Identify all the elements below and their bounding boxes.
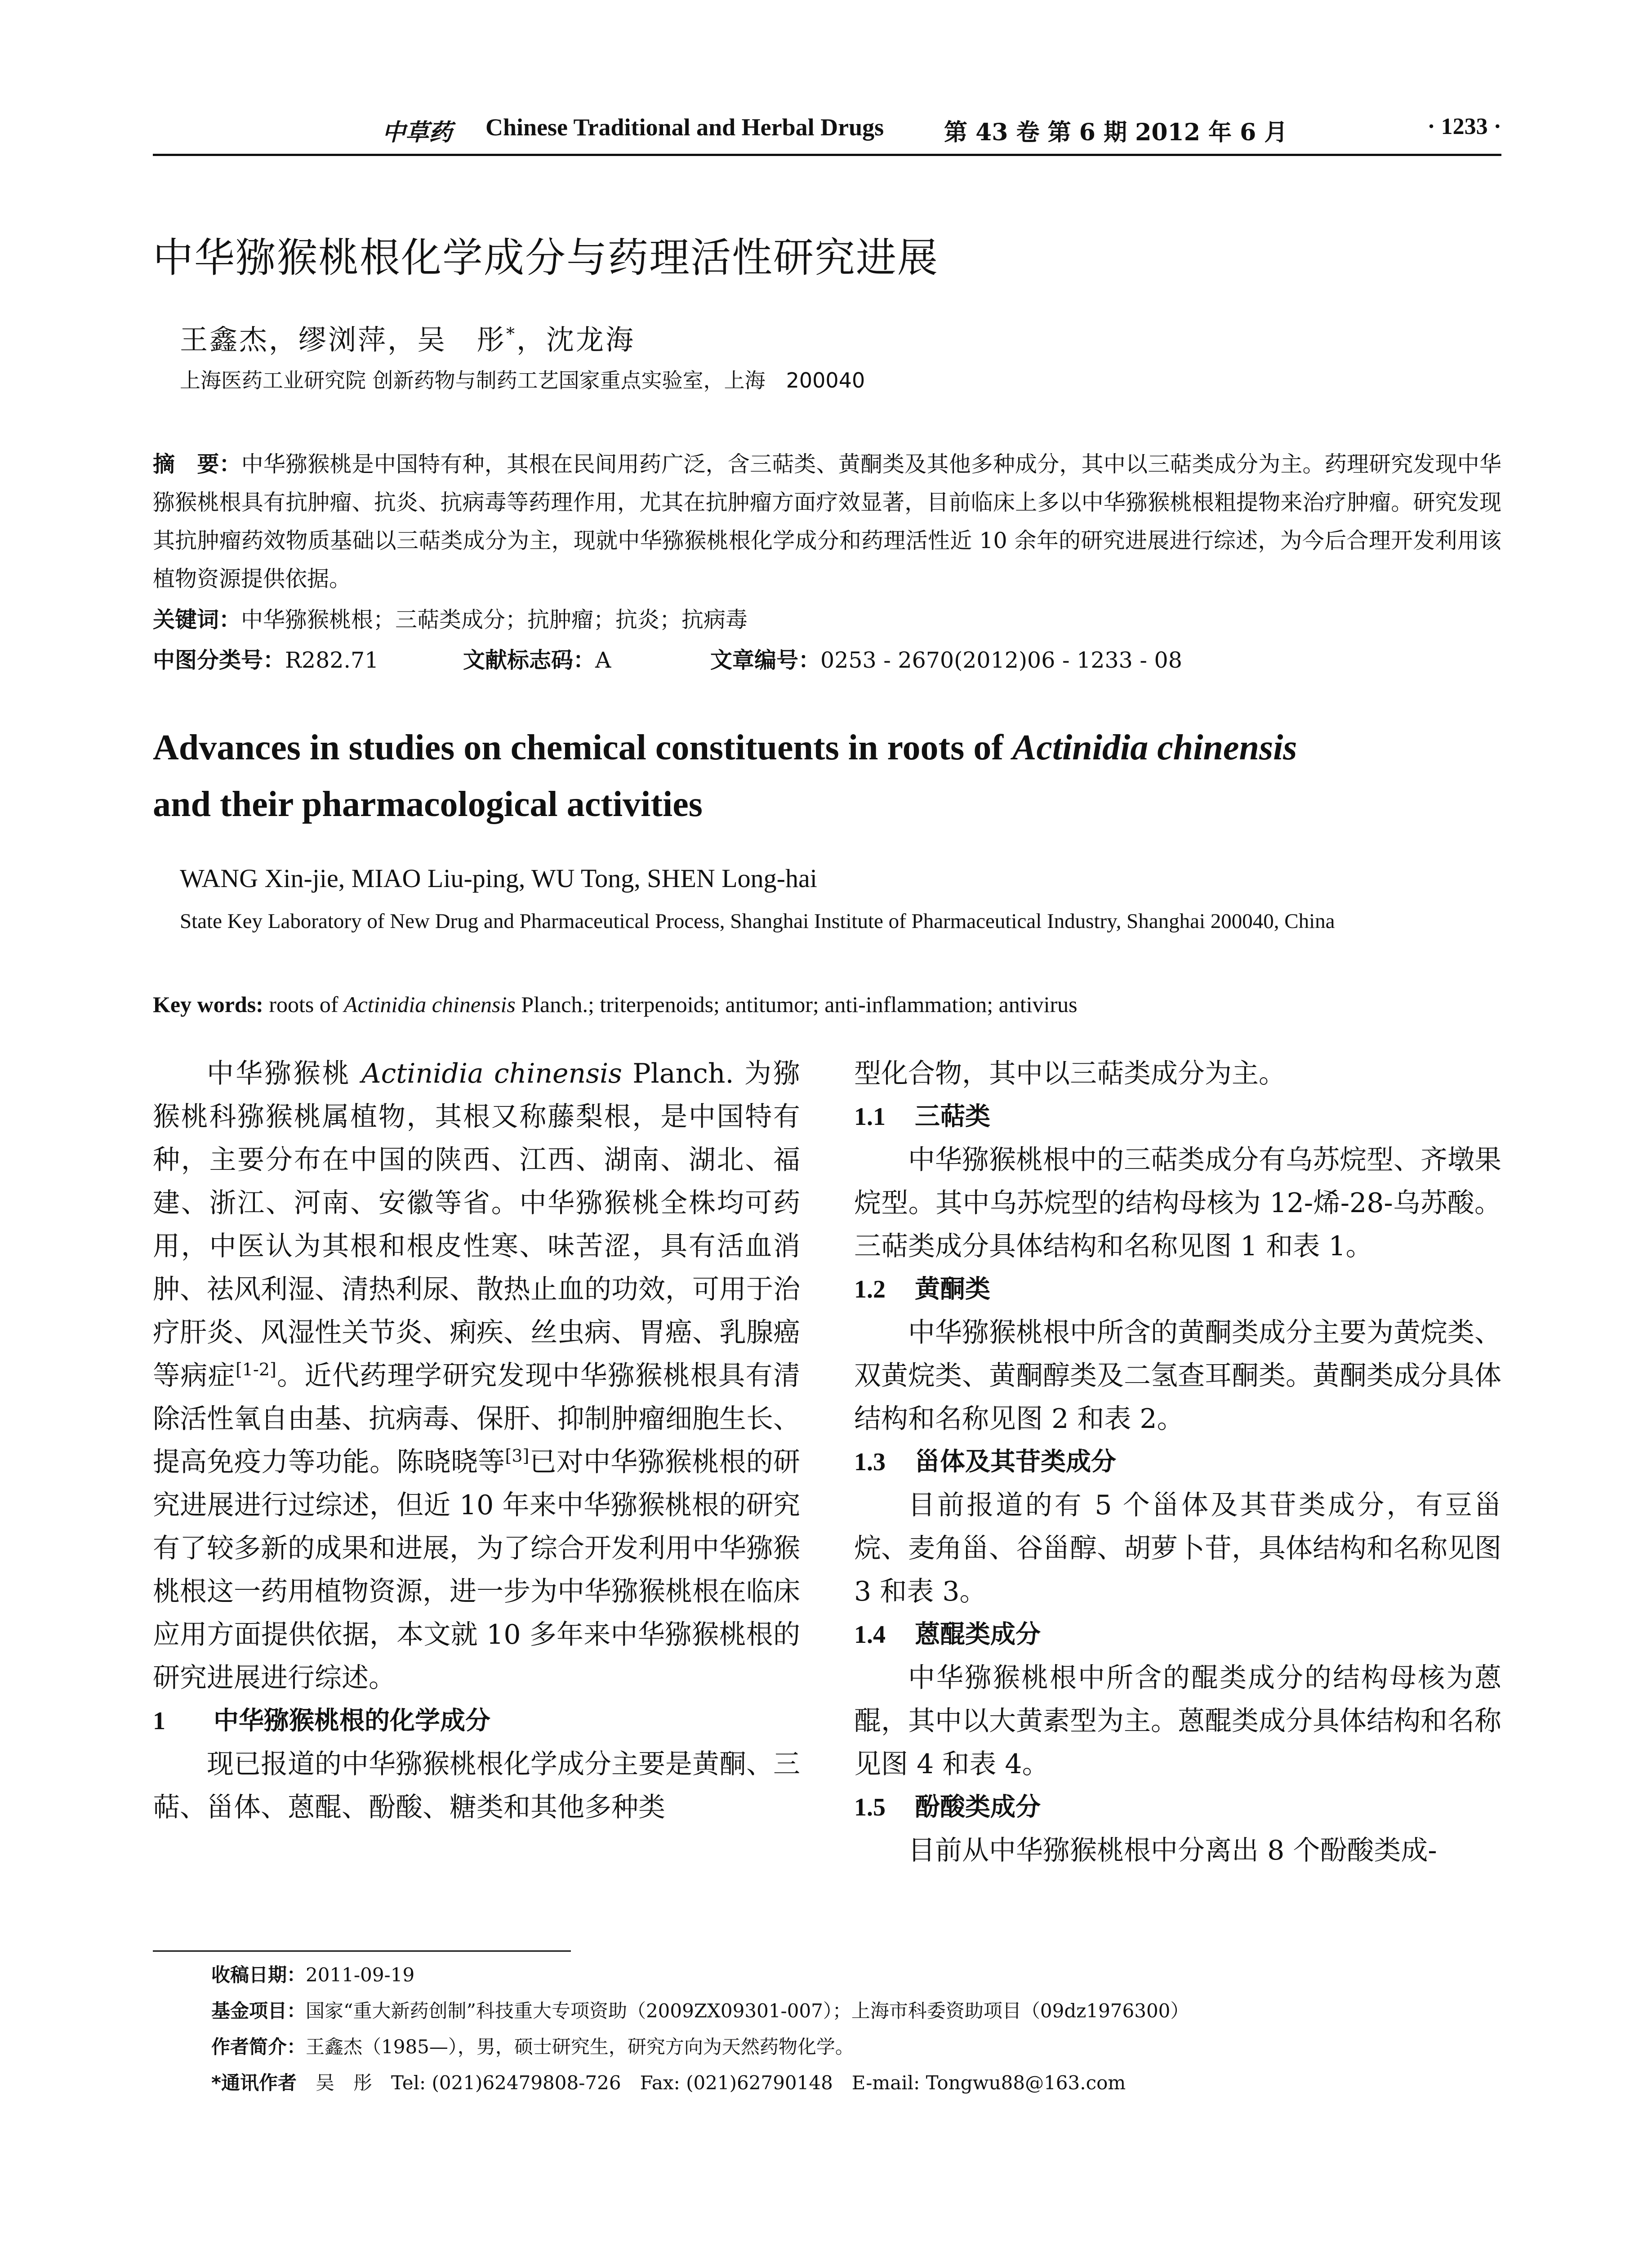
- subsection-1-2-text: 中华猕猴桃根中所含的黄酮类成分主要为黄烷类、双黄烷类、黄酮醇类及二氢查耳酮类。黄酮类成分具体结构和名称见图 2 和表 2。: [854, 1317, 1501, 1435]
- fund-text: 国家“重大新药创制”科技重大专项资助（2009ZX09301-007）；上海市科委资助项目（09dz1976300）: [306, 2000, 1189, 2022]
- subsection-number: 1.4: [854, 1621, 886, 1649]
- abstract-label: 摘 要：: [153, 451, 241, 477]
- authors-cn: [180, 317, 635, 357]
- keywords-en-species: Actinidia chinensis: [343, 992, 516, 1017]
- clc-value: R282.71: [285, 647, 379, 673]
- journal-name-en: Chinese Traditional and Herbal Drugs: [485, 114, 884, 141]
- subsection-number: 1.3: [854, 1448, 886, 1476]
- subsection-heading-1-3: [854, 1441, 1501, 1484]
- subsection-title: 甾体及其苷类成分: [915, 1447, 1116, 1476]
- subsection-1-1-text: 中华猕猴桃根中的三萜类成分有乌苏烷型、齐墩果烷型。其中乌苏烷型的结构母核为 12-烯-28-乌苏酸。三萜类成分具体结构和名称见图 1 和表 1。: [854, 1144, 1501, 1262]
- fund-label: 基金项目：: [211, 2000, 306, 2022]
- intro-a: 中华猕猴桃: [207, 1058, 362, 1089]
- body-column-right: [854, 1052, 1501, 1872]
- subsection-title: 酚酸类成分: [915, 1793, 1041, 1822]
- footnote-received: [211, 1960, 414, 1987]
- corresponding-mark: *: [506, 324, 517, 344]
- body-column-left: [153, 1052, 800, 1829]
- intro-b: Planch. 为猕猴桃科猕猴桃属植物，其根又称藤梨根，是中国特有种，主要分布在中国的陕西、江西、湖南、湖北、福建、浙江、河南、安徽等省。中华猕猴桃全株均可药用，中医认为其根和根皮性寒、味苦涩，具有活血消肿、祛风利湿、清热利尿、散热止血的功效，可用于治疗肝炎、风湿性关节炎、痢疾、丝虫病、胃癌、乳腺癌等病症: [153, 1058, 801, 1392]
- abstract-cn: [153, 445, 1501, 598]
- title-cn: 中华猕猴桃根化学成分与药理活性研究进展: [153, 234, 939, 281]
- subsection-1-5-text: 目前从中华猕猴桃根中分离出 8 个酚酸类成-: [908, 1835, 1437, 1866]
- subsection-1-4-text: 中华猕猴桃根中所含的醌类成分的结构母核为蒽醌，其中以大黄素型为主。蒽醌类成分具体结构和名称见图 4 和表 4。: [854, 1662, 1501, 1780]
- authors-en: WANG Xin-jie, MIAO Liu-ping, WU Tong, SHEN Long-hai: [180, 864, 817, 893]
- journal-name-cn: 中草药: [382, 119, 453, 146]
- citation-ref: [1-2]: [235, 1360, 276, 1379]
- subsection-heading-1-4: [854, 1613, 1501, 1656]
- header-rule: [153, 154, 1501, 156]
- affiliation-cn: 上海医药工业研究院 创新药物与制药工艺国家重点实验室，上海 200040: [180, 368, 865, 393]
- abstract-text: 中华猕猴桃是中国特有种，其根在民间用药广泛，含三萜类、黄酮类及其他多种成分，其中以三萜类成分为主。药理研究发现中华猕猴桃根具有抗肿瘤、抗炎、抗病毒等药理作用，尤其在抗肿瘤方面疗效显著，目前临床上多以中华猕猴桃根粗提物来治疗肿瘤。研究发现其抗肿瘤药效物质基础以三萜类成分为主，现就中华猕猴桃根化学成分和药理活性近 10 余年的研究进展进行综述，为今后合理开发利用该植物资源提供依据。: [153, 451, 1501, 592]
- intro-c: 。近代药理学研究发现中华猕猴桃根具有清除活性氧自由基、抗病毒、保肝、抑制肿瘤细胞生长、提高免疫力等功能。陈晓晓等: [153, 1360, 801, 1478]
- section-number: 1: [153, 1707, 165, 1735]
- article-number: [710, 643, 1182, 674]
- document-code: [463, 643, 611, 674]
- article-value: 0253 - 2670(2012)06 - 1233 - 08: [820, 647, 1182, 673]
- subsection-heading-1-1: [854, 1095, 1501, 1138]
- keywords-en-pre: roots of: [263, 992, 344, 1017]
- keywords-cn: [153, 602, 748, 634]
- subsection-title: 三萜类: [915, 1102, 990, 1131]
- title-en-part1: Advances in studies on chemical constituents in roots of: [153, 728, 1012, 767]
- authors-cn-text: 王鑫杰，缪浏萍，吴 彤: [180, 323, 507, 356]
- subsection-number: 1.5: [854, 1793, 886, 1821]
- page-number: · 1233 ·: [1427, 114, 1501, 139]
- issue-info: 第 43 卷 第 6 期 2012 年 6 月: [944, 119, 1288, 146]
- keywords-en-post: Planch.; triterpenoids; antitumor; anti-inflammation; antivirus: [515, 992, 1078, 1017]
- subsection-number: 1.2: [854, 1276, 886, 1303]
- footnote-corresponding: [211, 2068, 1126, 2095]
- clc-number: [153, 643, 378, 674]
- footnote-author: [211, 2032, 854, 2059]
- affiliation-en: State Key Laboratory of New Drug and Pharmaceutical Process, Shanghai Institute of Pharmaceutical Industry, Shanghai 200040, China: [180, 910, 1335, 933]
- title-en: [153, 719, 1501, 833]
- article-label: 文章编号：: [710, 647, 821, 673]
- section-title: 中华猕猴桃根的化学成分: [214, 1706, 490, 1735]
- intro-paragraph: [153, 1052, 800, 1699]
- corresponding-contact: 吴 彤 Tel: (021)62479808-726 Fax: (021)62790148 E-mail: Tongwu88@163.com: [296, 2072, 1126, 2094]
- received-date: 2011-09-19: [306, 1964, 415, 1986]
- intro-species: Actinidia chinensis: [361, 1058, 622, 1089]
- keywords-en-label: Key words:: [153, 992, 263, 1017]
- section-heading-1: [153, 1699, 800, 1743]
- footnote-fund: [211, 1996, 1189, 2023]
- corresponding-label: *通讯作者: [211, 2072, 297, 2094]
- title-en-part2: and their pharmacological activities: [153, 785, 703, 824]
- author-label: 作者简介：: [211, 2036, 306, 2058]
- doc-label: 文献标志码：: [463, 647, 596, 673]
- subsection-title: 蒽醌类成分: [915, 1620, 1041, 1649]
- received-label: 收稿日期：: [211, 1964, 306, 1986]
- keywords-cn-text: 中华猕猴桃根；三萜类成分；抗肿瘤；抗炎；抗病毒: [241, 607, 748, 633]
- keywords-cn-label: 关键词：: [153, 607, 241, 633]
- subsection-1-3-text: 目前报道的有 5 个甾体及其苷类成分，有豆甾烷、麦角甾、谷甾醇、胡萝卜苷，具体结构和名称见图 3 和表 3。: [854, 1490, 1501, 1607]
- citation-ref: [3]: [505, 1446, 530, 1466]
- author-bio: 王鑫杰（1985—），男，硕士研究生，研究方向为天然药物化学。: [306, 2036, 854, 2058]
- footnote-rule: [153, 1950, 571, 1952]
- subsection-heading-1-2: [854, 1268, 1501, 1311]
- running-header: [153, 113, 1501, 149]
- section-1-paragraph: 现已报道的中华猕猴桃根化学成分主要是黄酮、三萜、甾体、蒽醌、酚酸、糖类和其他多种类: [153, 1748, 800, 1823]
- doc-value: A: [595, 647, 611, 673]
- clc-label: 中图分类号：: [153, 647, 285, 673]
- authors-cn-last: ，沈龙海: [517, 323, 636, 356]
- continued-paragraph: 型化合物，其中以三萜类成分为主。: [854, 1058, 1286, 1089]
- title-en-species: Actinidia chinensis: [1012, 728, 1297, 767]
- intro-d: 已对中华猕猴桃根的研究进展进行过综述，但近 10 年来中华猕猴桃根的研究有了较多新的成果和进展，为了综合开发利用中华猕猴桃根这一药用植物资源，进一步为中华猕猴桃根在临床应用方面提供依据，本文就 10 多年来中华猕猴桃根的研究进展进行综述。: [153, 1446, 801, 1694]
- subsection-heading-1-5: [854, 1786, 1501, 1829]
- subsection-title: 黄酮类: [915, 1275, 990, 1304]
- classification-row: [153, 643, 1501, 679]
- subsection-number: 1.1: [854, 1103, 886, 1131]
- keywords-en: [153, 991, 1078, 1017]
